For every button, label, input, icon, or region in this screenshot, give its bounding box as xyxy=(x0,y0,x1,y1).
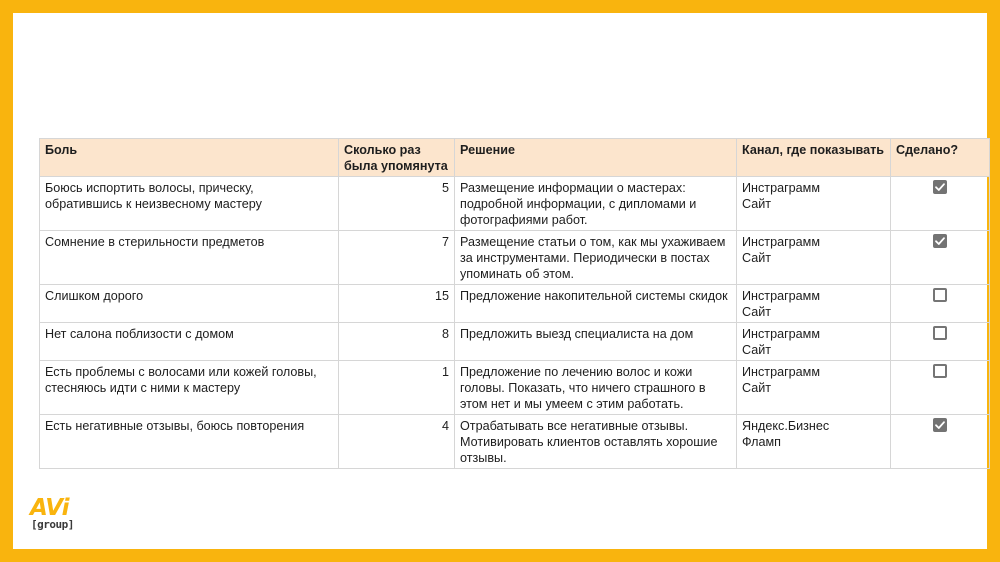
avi-group-logo xyxy=(30,496,80,536)
channel-line-1: Инстраграмм xyxy=(742,181,820,195)
pain-points-table xyxy=(39,138,990,469)
table-header-row xyxy=(40,139,990,177)
cell-done xyxy=(891,415,990,469)
checkbox-unchecked[interactable] xyxy=(933,288,947,302)
cell-solution: Размещение информации о мастерах: подробной информации, с дипломами и фотографиями работ. xyxy=(455,177,737,231)
table-row xyxy=(40,323,990,361)
channel-line-2: Сайт xyxy=(742,197,772,211)
channel-line-1: Инстраграмм xyxy=(742,365,820,379)
logo-text-bottom: [group] xyxy=(31,518,74,531)
cell-solution: Предложить выезд специалиста на дом xyxy=(455,323,737,361)
cell-pain: Боюсь испортить волосы, прическу, обратившись к неизвесному мастеру xyxy=(40,177,339,231)
cell-pain: Нет салона поблизости с домом xyxy=(40,323,339,361)
cell-count: 7 xyxy=(339,231,455,285)
cell-pain: Есть негативные отзывы, боюсь повторения xyxy=(40,415,339,469)
cell-done xyxy=(891,231,990,285)
channel-line-2: Фламп xyxy=(742,435,781,449)
checkbox-unchecked[interactable] xyxy=(933,326,947,340)
cell-channel xyxy=(737,415,891,469)
channel-line-1: Инстраграмм xyxy=(742,327,820,341)
table-row xyxy=(40,285,990,323)
channel-line-1: Инстраграмм xyxy=(742,289,820,303)
channel-line-1: Яндекс.Бизнес xyxy=(742,419,830,433)
checkbox-checked[interactable] xyxy=(933,180,947,194)
cell-solution: Отрабатывать все негативные отзывы. Мотивировать клиентов оставлять хорошие отзывы. xyxy=(455,415,737,469)
cell-done xyxy=(891,361,990,415)
cell-solution: Предложение по лечению волос и кожи головы. Показать, что ничего страшного в этом нет и мы умеем с этим работать. xyxy=(455,361,737,415)
channel-line-2: Сайт xyxy=(742,251,772,265)
cell-count: 1 xyxy=(339,361,455,415)
channel-line-2: Сайт xyxy=(742,343,772,357)
table-row xyxy=(40,231,990,285)
cell-count: 5 xyxy=(339,177,455,231)
cell-count: 4 xyxy=(339,415,455,469)
cell-solution: Предложение накопительной системы скидок xyxy=(455,285,737,323)
header-pain: Боль xyxy=(40,139,339,177)
cell-channel xyxy=(737,177,891,231)
cell-channel xyxy=(737,323,891,361)
cell-count: 8 xyxy=(339,323,455,361)
cell-channel xyxy=(737,285,891,323)
table-row xyxy=(40,177,990,231)
header-count: Сколько раз была упомянута xyxy=(339,139,455,177)
cell-pain: Слишком дорого xyxy=(40,285,339,323)
header-done: Сделано? xyxy=(891,139,990,177)
cell-channel xyxy=(737,361,891,415)
cell-pain: Есть проблемы с волосами или кожей головы, стесняюсь идти с ними к мастеру xyxy=(40,361,339,415)
channel-line-2: Сайт xyxy=(742,381,772,395)
cell-solution: Размещение статьи о том, как мы ухаживаем за инструментами. Периодически в постах упоминать об этом. xyxy=(455,231,737,285)
channel-line-2: Сайт xyxy=(742,305,772,319)
checkbox-unchecked[interactable] xyxy=(933,364,947,378)
cell-count: 15 xyxy=(339,285,455,323)
header-solution: Решение xyxy=(455,139,737,177)
header-channel: Канал, где показывать xyxy=(737,139,891,177)
table-row xyxy=(40,361,990,415)
cell-done xyxy=(891,177,990,231)
cell-channel xyxy=(737,231,891,285)
table-row xyxy=(40,415,990,469)
checkbox-checked[interactable] xyxy=(933,234,947,248)
cell-done xyxy=(891,323,990,361)
cell-pain: Сомнение в стерильности предметов xyxy=(40,231,339,285)
channel-line-1: Инстраграмм xyxy=(742,235,820,249)
logo-text-top: AVi xyxy=(30,495,69,521)
checkbox-checked[interactable] xyxy=(933,418,947,432)
cell-done xyxy=(891,285,990,323)
